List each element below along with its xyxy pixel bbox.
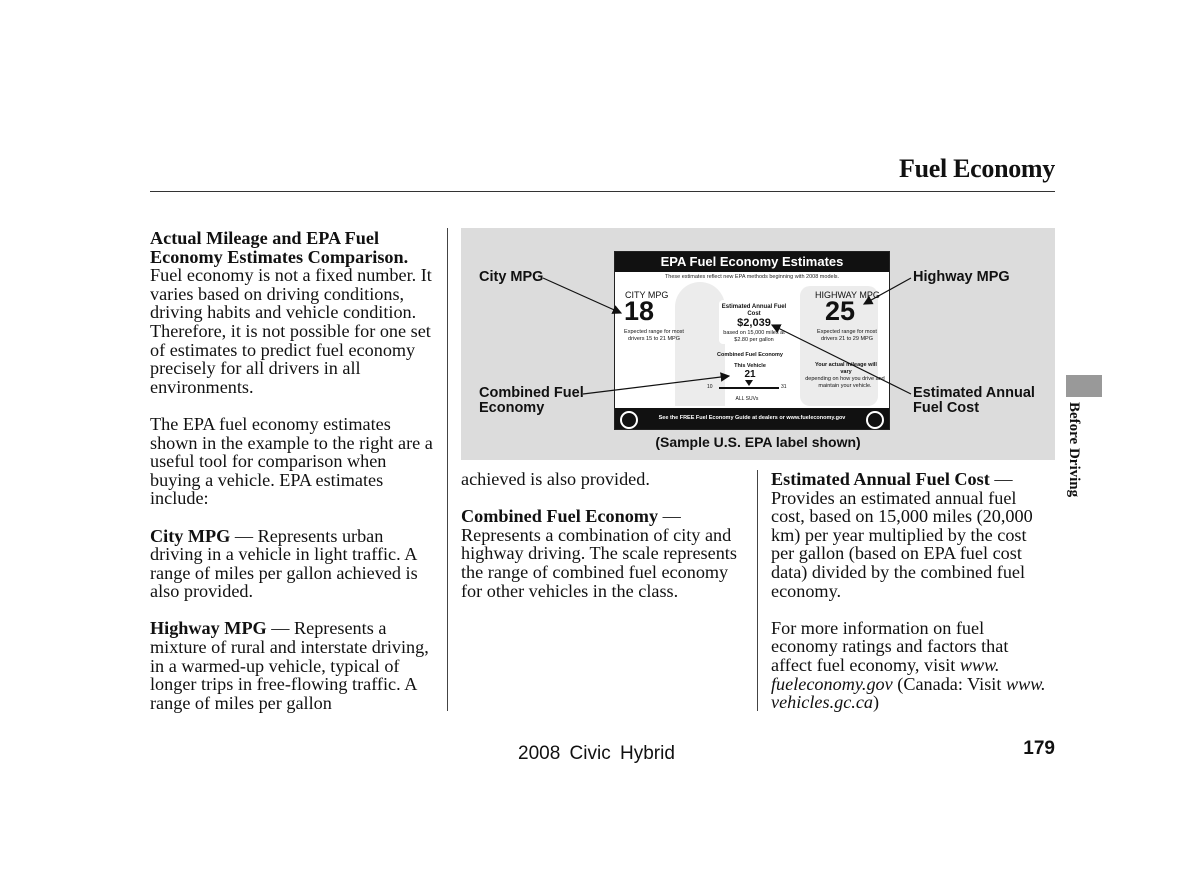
- page-number: 179: [1023, 738, 1055, 759]
- city-term: City MPG: [150, 525, 231, 546]
- combined-text: Represents a combination of city and highway driving. The scale represents the range of combined fuel economy for other vehicles in the class.: [461, 524, 737, 601]
- label-cost-value: $2,039: [737, 317, 771, 329]
- label-highway-note: Expected range for most drivers 21 to 29 MPG: [817, 329, 877, 342]
- dash: —: [271, 618, 290, 639]
- scale-min: 10: [707, 384, 713, 390]
- scale-max: 31: [781, 384, 787, 390]
- callout-arrows: [461, 228, 1055, 460]
- link-fueleconomy[interactable]: www. fueleconomy.gov: [771, 654, 1000, 694]
- label-footer: See the FREE Fuel Economy Guide at dealers or www.fueleconomy.gov: [615, 408, 889, 429]
- dash: —: [234, 525, 254, 546]
- column-divider: [447, 228, 448, 711]
- figure-caption: (Sample U.S. EPA label shown): [655, 434, 861, 450]
- arrow-annual: [772, 325, 911, 394]
- column-middle: [461, 470, 746, 619]
- label-cost-note: based on 15,000 miles at $2.80 per gallon: [723, 330, 785, 343]
- column-left: [150, 229, 440, 731]
- intro-paragraph: [150, 229, 440, 396]
- header-divider: [150, 191, 1055, 192]
- annual-cost-term: Estimated Annual Fuel Cost: [771, 469, 990, 489]
- combined-paragraph: [461, 507, 746, 600]
- footer-model-name: 2008 Civic Hybrid: [518, 743, 675, 764]
- annual-cost-paragraph: [771, 470, 1053, 600]
- section-tab-marker: [1066, 375, 1102, 397]
- epa-paragraph: The EPA fuel economy estimates shown in the example to the right are a useful tool for comparison when buying a vehicle. EPA estimates include:: [150, 413, 433, 509]
- arrow-highway: [864, 278, 911, 304]
- dash: —: [662, 506, 681, 527]
- label-title: EPA Fuel Economy Estimates: [615, 252, 889, 272]
- label-your-mileage-note: depending on how you drive and maintain your vehicle.: [805, 376, 885, 389]
- callout-estimated-annual-fuel-cost: Estimated Annual Fuel Cost: [913, 385, 1035, 416]
- canada-text: (Canada: Visit: [897, 673, 1002, 694]
- link-vehicles-gc[interactable]: www. vehicles.gc.ca: [771, 673, 1046, 713]
- dash: —: [994, 469, 1013, 489]
- page-title: Fuel Economy: [898, 154, 1055, 183]
- highway-text: Represents a mixture of rural and interstate driving, in a warmed-up vehicle, typical of longer trips in free-flowing traffic. A range of miles per gallon: [150, 618, 429, 713]
- closing-paren: ): [873, 692, 880, 713]
- label-highway-heading: HIGHWAY MPG: [815, 290, 880, 300]
- section-label: Before Driving: [1066, 402, 1082, 498]
- label-combined-heading: Combined Fuel Economy: [716, 352, 783, 358]
- callout-highway-mpg: Highway MPG: [913, 269, 1010, 285]
- column-right: [771, 470, 1053, 730]
- label-your-mileage-heading: Your actual mileage will vary: [815, 362, 877, 375]
- arrow-city: [543, 278, 621, 313]
- label-city-value: 18: [624, 296, 655, 326]
- intro-text: Fuel economy is not a fixed number. It varies based on driving conditions, driving habits and vehicle condition. Therefore, it is not possible for one set of estimates to predict fuel economy precisely for all drivers in all environments.: [150, 265, 432, 397]
- callout-city-mpg: City MPG: [479, 269, 544, 285]
- highway-term: Highway MPG: [150, 618, 267, 639]
- arrow-combined: [583, 376, 729, 394]
- label-highway-value: 25: [825, 296, 856, 326]
- label-city-heading: CITY MPG: [625, 290, 669, 300]
- intro-heading: Actual Mileage and EPA Fuel Economy Estimates Comparison.: [150, 228, 409, 267]
- column-divider: [757, 470, 758, 711]
- label-subtitle: These estimates reflect new EPA methods beginning with 2008 models.: [664, 274, 840, 280]
- highway-paragraph: [150, 619, 440, 712]
- label-combined-value: 21: [744, 369, 756, 380]
- label-city-note: Expected range for most drivers 15 to 21 MPG: [624, 329, 684, 342]
- callout-combined-fuel-economy: Combined Fuel Economy: [479, 385, 584, 416]
- label-this-vehicle: This Vehicle: [734, 363, 766, 369]
- city-text: Represents urban driving in a vehicle in light traffic. A range of miles per gallon achieved is also provided.: [150, 525, 418, 602]
- annual-cost-text: Provides an estimated annual fuel cost, based on 15,000 miles (20,000 km) per year multiplied by the cost per gallon (based on EPA fuel cost data) divided by the combined fuel economy.: [771, 487, 1033, 601]
- combined-term: Combined Fuel Economy: [461, 506, 659, 527]
- more-info-paragraph: [771, 619, 1053, 712]
- city-paragraph: [150, 527, 440, 601]
- more-info-text: For more information on fuel economy ratings and factors that affect fuel economy, visit: [771, 617, 1009, 675]
- label-vehicle-class: ALL SUVs: [735, 396, 759, 402]
- epa-label-figure: [461, 228, 1055, 460]
- label-cost-heading: Estimated Annual Fuel Cost: [721, 304, 787, 317]
- continued-text: achieved is also provided.: [461, 469, 650, 489]
